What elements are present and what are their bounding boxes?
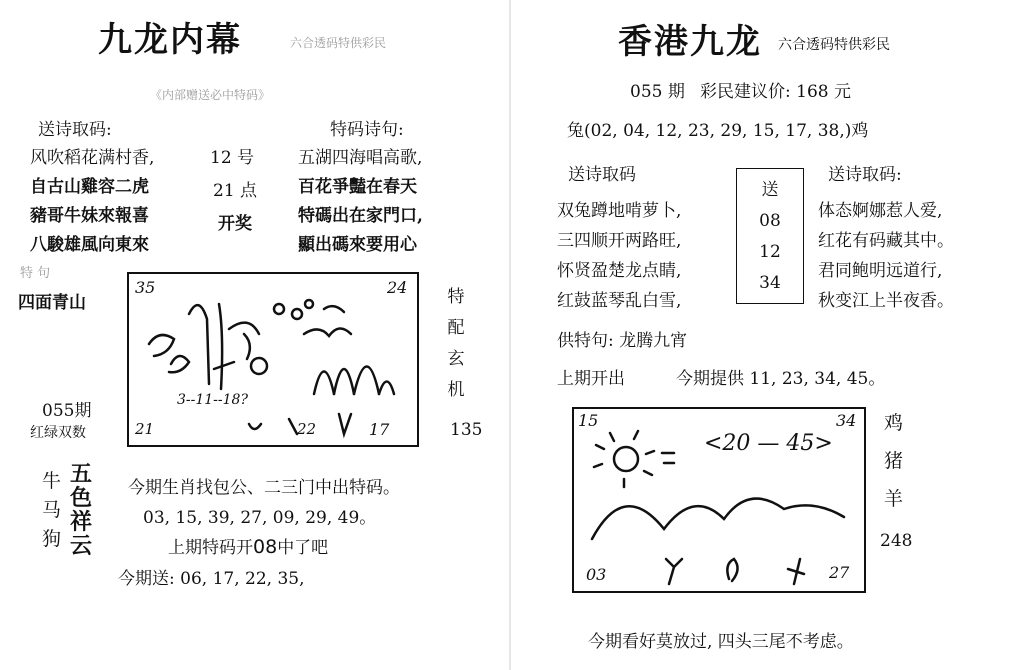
right-last-issue: 上期开出: [557, 369, 625, 389]
left-sketch-bl: 21: [135, 420, 155, 438]
mid-line-1: 12 号: [210, 148, 255, 168]
mid-line-2: 21 点: [213, 181, 258, 201]
left-title: 九龙内幕: [98, 20, 242, 60]
right-poem-right-4: 秋变江上半夜香。: [818, 291, 954, 311]
left-title-sub: 六合透码特供彩民: [290, 36, 387, 50]
right-poem-left-1: 双兔蹲地啃萝卜,: [557, 201, 682, 221]
right-poem-right-2: 红花有码藏其中。: [818, 231, 954, 251]
left-line-4: 今期送: 06, 17, 22, 35,: [118, 569, 305, 589]
right-sketch-box: [572, 407, 866, 593]
poem-line-1: 五湖四海唱高歌,: [298, 148, 423, 168]
left-line-1: 今期生肖找包公、二三门中出特码。: [128, 478, 400, 498]
vertical-label: 特 配 玄 机: [447, 287, 465, 400]
right-sketch-tl: 15: [578, 411, 599, 430]
left-issue: 055期: [42, 401, 92, 421]
left-sketch-br: 17: [369, 420, 390, 439]
te-phrase: 四面青山: [18, 293, 86, 313]
right-title: 香港九龙: [618, 22, 762, 62]
right-poem-left-4: 红鼓蓝琴乱白雪,: [557, 291, 682, 311]
right-poem-right-3: 君同鲍明远道行,: [818, 261, 943, 281]
left-sketch-tr: 24: [387, 278, 408, 297]
zodiac-column: 牛 马 狗: [42, 470, 62, 550]
wuse-column: 五 色 祥 云: [69, 461, 92, 559]
number-135: 135: [450, 420, 483, 440]
right-poem-right-1: 体态婀娜惹人爱,: [818, 201, 943, 221]
right-provide: 今期提供 11, 23, 34, 45。: [676, 369, 886, 389]
song-line-4: 八駿雄風向東來: [30, 235, 149, 255]
right-issue: 055 期: [630, 82, 685, 102]
right-sketch-bl: 03: [586, 565, 607, 584]
right-zodiac-line: 兔(02, 04, 12, 23, 29, 15, 17, 38,)鸡: [567, 121, 869, 141]
right-sketch-tr: 34: [836, 411, 857, 430]
right-price: 彩民建议价: 168 元: [700, 82, 851, 102]
poem-header: 特码诗句:: [330, 120, 404, 140]
poem-line-3: 特碼出在家門口,: [298, 206, 423, 226]
left-sketch-box: [127, 272, 419, 447]
left-sketch-b2: 22: [297, 420, 317, 438]
poem-line-4: 顯出碼來要用心: [298, 235, 417, 255]
song-line-1: 风吹稻花满村香,: [30, 148, 155, 168]
send-box: 送 08 12 34: [736, 168, 804, 304]
poem-line-2: 百花爭豔在春天: [298, 177, 417, 197]
left-sketch-mid: 3--11--18?: [177, 392, 248, 408]
number-248: 248: [880, 531, 913, 551]
right-poem-left-3: 怀贤盈楚龙点睛,: [557, 261, 682, 281]
right-poem-left-2: 三四顺开两路旺,: [557, 231, 682, 251]
right-sketch-br: 27: [829, 563, 850, 582]
right-side-zodiacs: 鸡 猪 羊: [884, 412, 904, 510]
left-issue-sub: 红绿双数: [30, 425, 86, 441]
left-subtitle: 《内部赠送必中特码》: [150, 88, 271, 102]
song-line-3: 豬哥牛妹來報喜: [30, 206, 149, 226]
left-line-3: 上期特码开08中了吧: [168, 536, 329, 558]
te-label: 特 句: [20, 266, 51, 281]
song-header: 送诗取码:: [38, 120, 112, 140]
right-song-header-right: 送诗取码:: [828, 165, 902, 185]
right-gong-te: 供特句: 龙腾九宵: [557, 331, 688, 351]
right-title-sub: 六合透码特供彩民: [778, 37, 890, 53]
song-line-2: 自古山雞容二虎: [30, 177, 149, 197]
right-sketch-mid: <20 — 45>: [704, 431, 833, 456]
left-sketch-tl: 35: [135, 278, 156, 297]
mid-line-3: 开奖: [218, 214, 252, 234]
left-line-2: 03, 15, 39, 27, 09, 29, 49。: [143, 508, 377, 528]
page-divider: [509, 0, 511, 670]
right-footer: 今期看好莫放过, 四头三尾不考虑。: [588, 632, 854, 652]
right-song-header-left: 送诗取码: [568, 165, 636, 185]
